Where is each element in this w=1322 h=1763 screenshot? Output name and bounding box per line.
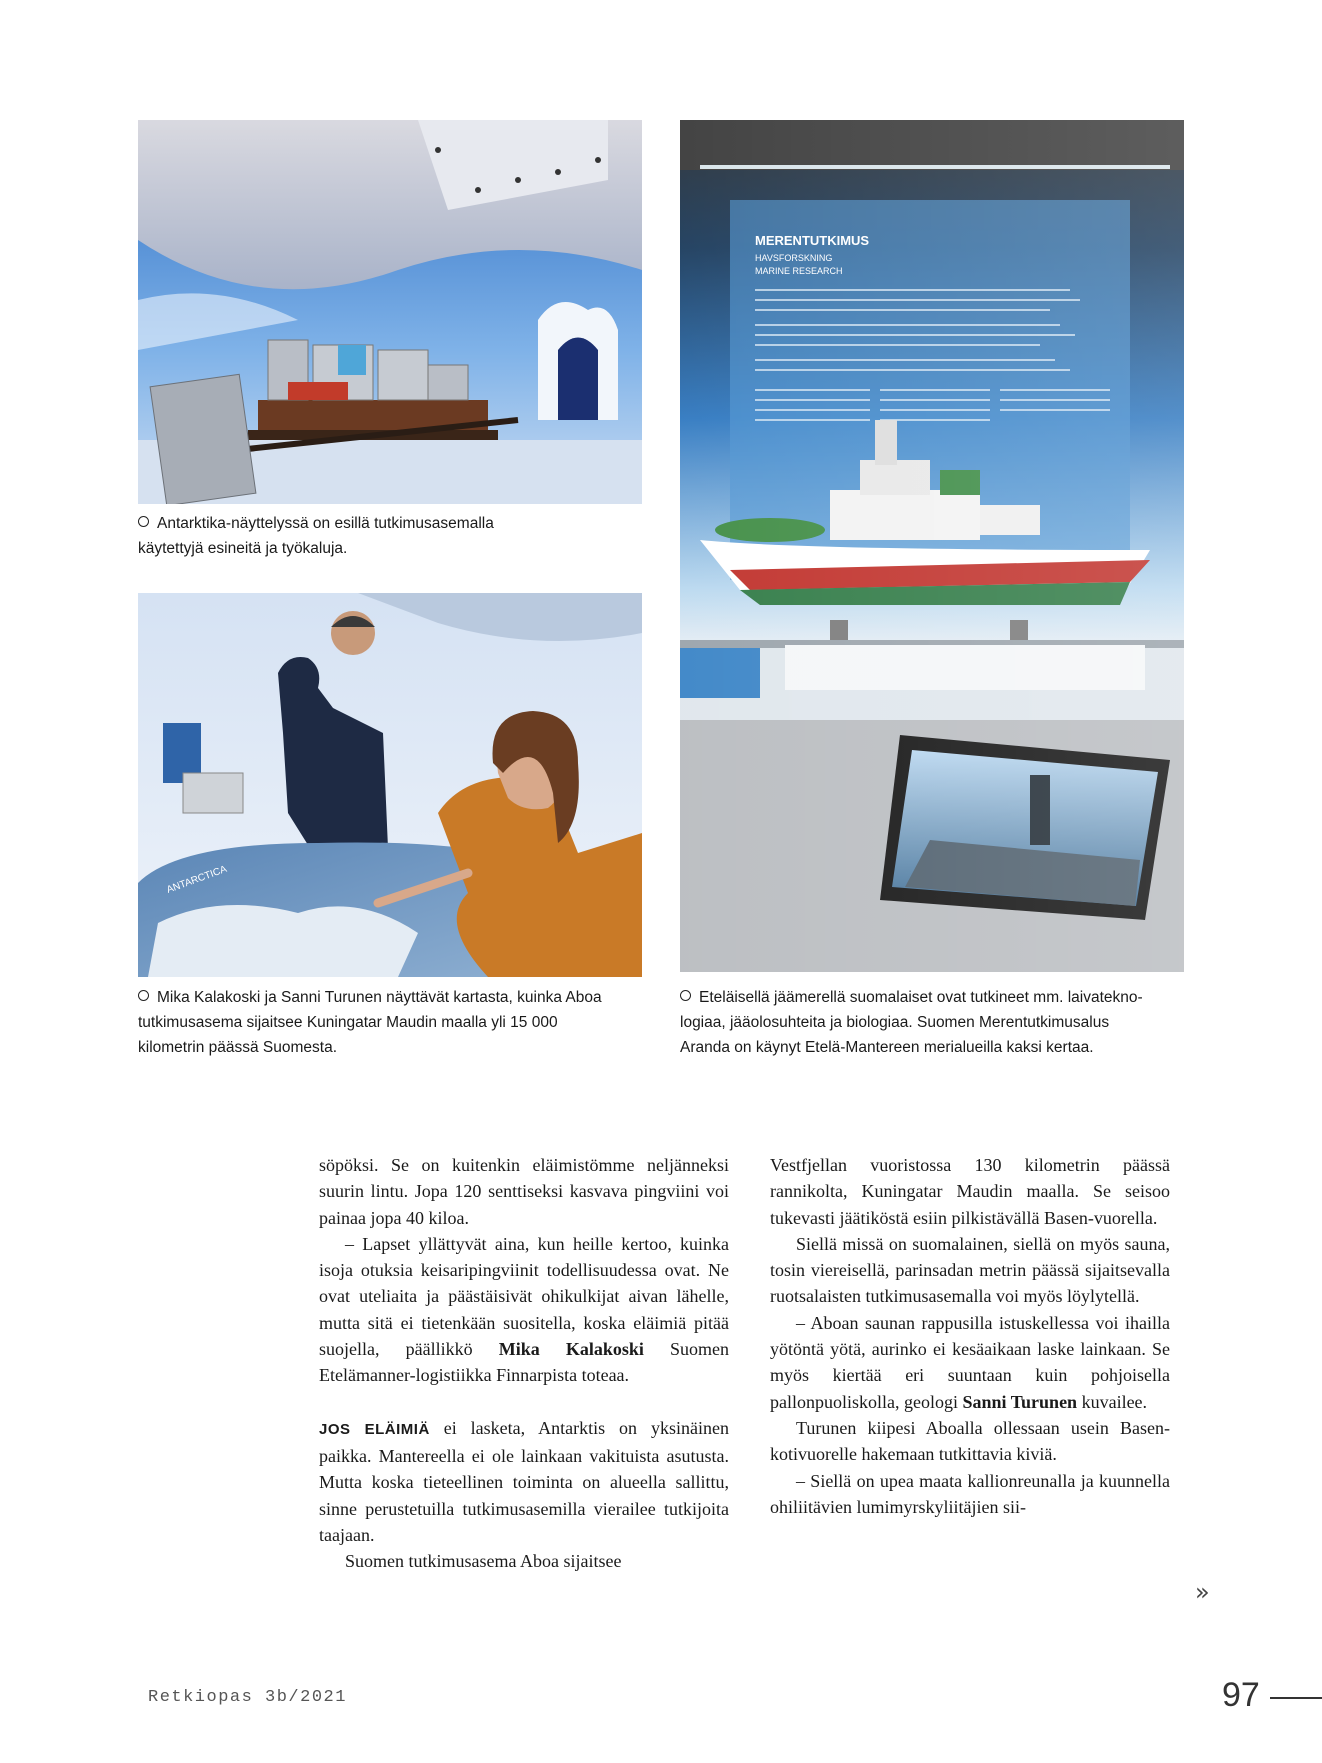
photo-ship-model [680,120,1184,972]
paragraph: Siellä missä on suomalainen, siellä on myös sauna, tosin viereisellä, parinsadan metrin päässä sijaitsevalla ruotsalaisten tutkimusasemalla voi myös löylytellä. [770,1233,1170,1307]
page-number-rule [1270,1697,1322,1699]
caption-bullet [138,990,149,1001]
paragraph: – Siellä on upea maata kallionreunalla ja kuunnella ohiliitävien lumimyrskyliitäjien sii- [770,1470,1170,1517]
exhibition-room-image [138,120,642,504]
paragraph: – Lapset yllättyvät aina, kun heille kertoo, kuinka isoja otuksia keisaripingviinit todellisuudessa ovat. Ne ovat uteliaita ja päästäisivät ohikulkijat aivan lähelle, mutta sitä ei tietenkään suositella, koska eläimiä pitää suojella, päällikkö Mika Kalakoski Suomen Etelämanner-logistiikka Finnarpista toteaa. [319,1233,730,1386]
caption-photo3: Eteläisellä jäämerellä suomalaiset ovat tutkineet mm. laivatekno- logiaa, jääolosuhteita ja biologiaa. Suomen Merentutkimusalus Aranda on käynyt Etelä-Mantereen merialueilla kaksi kertaa. [680,989,1143,1056]
caption-bullet [138,516,149,527]
page-number: 97 [1222,1676,1260,1714]
article-column-1 [319,1152,729,1574]
paragraph: – Aboan saunan rappusilla istuskellessa voi ihailla yötöntä yötä, aurinko ei kesäaikaan laske lainkaan. Se myös kiertää eri suuntaan kuin pohjoisella pallonpuoliskolla, geologi Sanni Turunen kuvailee. [770,1312,1170,1412]
person-name: Mika Kalakoski [498,1339,644,1360]
continue-arrow-icon: » [1195,1578,1210,1606]
paragraph: söpöksi. Se on kuitenkin eläimistömme neljänneksi suurin lintu. Jopa 120 senttiseksi kasvava pingviini voi painaa jopa 40 kiloa. [319,1155,729,1228]
photo-exhibition-room [138,120,642,504]
publication-name: Retkiopas 3b/2021 [148,1688,347,1707]
photo-people-map [138,593,642,977]
paragraph: Turunen kiipesi Aboalla ollessaan usein Basen-kotivuorelle hakemaan tutkittavia kiviä. [770,1417,1170,1465]
article-column-2 [770,1152,1170,1520]
people-map-image [138,593,642,977]
ship-model-image [680,120,1184,972]
caption-photo2: Mika Kalakoski ja Sanni Turunen näyttävät kartasta, kuinka Aboa tutkimusasema sijaitsee Kuningatar Maudin maalla yli 15 000 kilometrin päässä Suomesta. [138,989,602,1056]
paragraph: JOS ELÄIMIÄ ei lasketa, Antarktis on yksinäinen paikka. Mantereella ei ole lainkaan vakituista asutusta. Mutta koska tieteellinen toiminta on alueella sallittu, sinne perustetuilla tutkimusasemilla vierailee tutkijoita taajaan. [319,1417,729,1545]
paragraph: Suomen tutkimusasema Aboa sijaitsee [345,1551,622,1572]
map-label: ANTARCTICA [165,863,229,896]
paragraph: Vestfjellan vuoristossa 130 kilometrin päässä rannikolta, Kuningatar Maudin maalla. Se seisoo tukevasti jäätiköstä esiin pilkistävällä Basen-vuorella. [770,1155,1170,1228]
caption-bullet [680,990,691,1001]
person-name: Sanni Turunen [962,1391,1078,1412]
section-lead: JOS ELÄIMIÄ [319,1420,430,1438]
caption-photo1: Antarktika-näyttelyssä on esillä tutkimusasemalla käytettyjä esineitä ja työkaluja. [138,515,494,557]
